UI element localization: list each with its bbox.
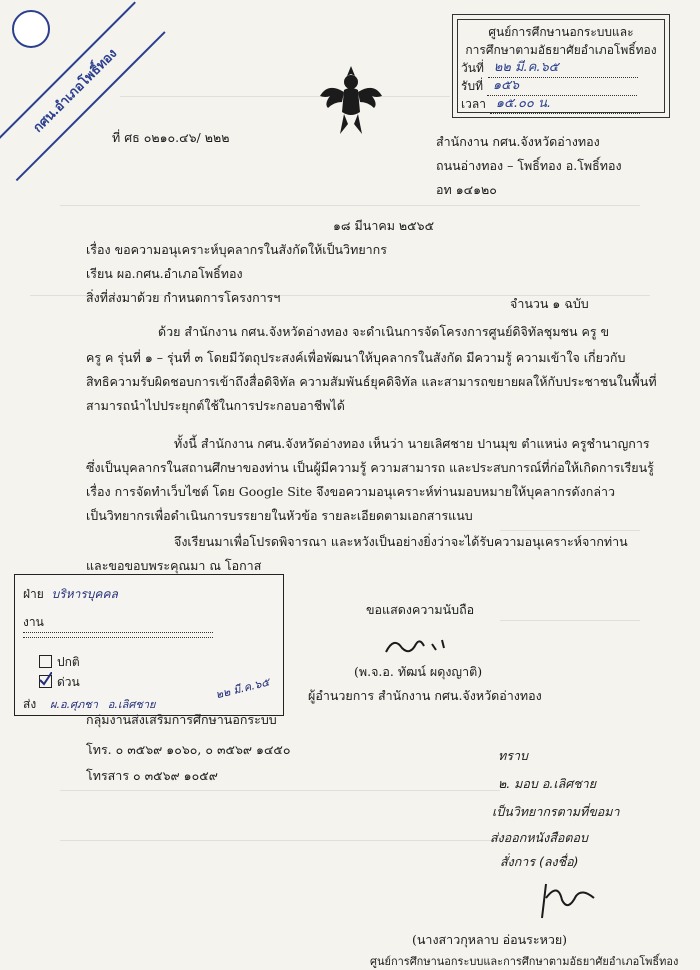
letter-date: ๑๘ มีนาคม ๒๕๖๕: [333, 218, 435, 233]
work-label: งาน: [23, 615, 44, 629]
director-signature-icon: [380, 630, 460, 663]
handwritten-note-line-3: เป็นวิทยากรตามที่ขอมา: [492, 804, 620, 819]
receive-time-value: ๑๕.๐๐ น.: [495, 96, 552, 111]
signer-name: (พ.จ.อ. ทัฒน์ ผดุงญาติ): [354, 664, 483, 679]
handwritten-note-line-4: ส่งออกหนังสือตอบ: [490, 830, 588, 845]
office-address-line3: อท ๑๔๑๒๐: [436, 182, 497, 197]
signer-title: ผู้อำนวยการ สำนักงาน กศน.จังหวัดอ่างทอง: [308, 688, 542, 703]
receive-number-label: รับที่: [461, 79, 483, 93]
urgent-checkbox: [39, 675, 52, 688]
contact-unit: กลุ่มงานส่งเสริมการศึกษานอกระบบ: [86, 712, 277, 727]
note-signer-name: (นางสาวกุหลาบ อ่อนระหวย): [412, 932, 568, 947]
send-value-2: อ.เลิศชาย: [107, 698, 156, 711]
corner-stamp-seal-icon: [12, 10, 50, 48]
normal-checkbox: [39, 655, 52, 668]
paragraph-2-line-1: ทั้งนี้ สำนักงาน กศน.จังหวัดอ่างทอง เห็นว่า นายเลิศชาย ปานมุข ตำแหน่ง ครูชำนาญการ: [174, 436, 650, 451]
department-routing-stamp: [14, 574, 284, 716]
enclosure-count: จำนวน ๑ ฉบับ: [510, 296, 589, 311]
letter-enclosure: สิ่งที่ส่งมาด้วย กำหนดการโครงการฯ: [86, 290, 281, 305]
check-mark-icon: [38, 672, 52, 686]
paragraph-1-line-4: สามารถนำไปประยุกต์ใช้ในการประกอบอาชีพได้: [86, 398, 345, 413]
contact-phone: โทร. ๐ ๓๕๖๙ ๑๐๖๐, ๐ ๓๕๖๙ ๑๔๕๐: [86, 742, 291, 757]
send-value: ผ.อ.ศุภชา: [50, 698, 98, 711]
division-value: บริหารบุคคล: [51, 587, 118, 601]
paragraph-2-line-4: เป็นวิทยากรเพื่อดำเนินการบรรยายในหัวข้อ รายละเอียดตามเอกสารแนบ: [86, 508, 473, 523]
receive-number-value: ๑๕๖: [492, 78, 520, 93]
handwritten-note-line-1: ทราบ: [498, 748, 528, 763]
note-signer-title: ศูนย์การศึกษานอกระบบและการศึกษาตามอัธยาศัยอำเภอโพธิ์ทอง: [370, 955, 679, 968]
garuda-emblem-icon: [318, 62, 384, 141]
paragraph-3-line-2: และขอขอบพระคุณมา ณ โอกาส: [86, 558, 262, 573]
urgent-label: ด่วน: [57, 675, 80, 689]
receive-date-value: ๒๒ มี.ค.๖๕: [493, 60, 559, 75]
send-label: ส่ง: [23, 697, 37, 711]
normal-label: ปกติ: [57, 655, 80, 669]
office-address-line2: ถนนอ่างทอง – โพธิ์ทอง อ.โพธิ์ทอง: [436, 158, 622, 173]
send-date: ๒๒ มี.ค.๖๕: [214, 675, 271, 702]
paragraph-1-line-2: ครู ค รุ่นที่ ๑ – รุ่นที่ ๓ โดยมีวัตถุประสงค์เพื่อพัฒนาให้บุคลากรในสังกัด มีความรู้ ความเข้าใจ เกี่ยวกับ: [86, 350, 626, 365]
paragraph-3-line-1: จึงเรียนมาเพื่อโปรดพิจารณา และหวังเป็นอย่างยิ่งว่าจะได้รับความอนุเคราะห์จากท่าน: [174, 534, 628, 549]
receive-date-label: วันที่: [461, 61, 484, 75]
division-label: ฝ่าย: [23, 587, 44, 601]
note-signature-icon: [532, 878, 602, 925]
paragraph-1-line-3: สิทธิความรับผิดชอบการเข้าถึงสื่อดิจิทัล ความสัมพันธ์ยุคดิจิทัล และสามารถขยายผลให้กับประชาชนในพื้นที่: [86, 374, 657, 389]
receive-time-label: เวลา: [461, 97, 486, 111]
office-address-line1: สำนักงาน กศน.จังหวัดอ่างทอง: [436, 134, 600, 149]
letter-recipient: เรียน ผอ.กศน.อำเภอโพธิ์ทอง: [86, 266, 243, 281]
receive-stamp: [452, 14, 670, 118]
paragraph-2-line-2: ซึ่งเป็นบุคลากรในสถานศึกษาของท่าน เป็นผู้มีความรู้ ความสามารถ และประสบการณ์ที่ก่อให้เกิดการเรียนรู้: [86, 460, 654, 475]
contact-fax: โทรสาร ๐ ๓๕๖๙ ๑๐๕๙: [86, 768, 218, 783]
receive-stamp-line1: ศูนย์การศึกษานอกระบบและ: [488, 25, 634, 39]
doc-number: ที่ ศธ ๐๒๑๐.๔๖/ ๒๒๒: [112, 130, 230, 145]
receive-stamp-line2: การศึกษาตามอัธยาศัยอำเภอโพธิ์ทอง: [465, 43, 657, 57]
handwritten-note-line-2: ๒. มอบ อ.เลิศชาย: [498, 776, 597, 791]
closing-text: ขอแสดงความนับถือ: [366, 602, 475, 617]
letter-subject: เรื่อง ขอความอนุเคราะห์บุคลากรในสังกัดให้เป็นวิทยากร: [86, 242, 387, 257]
paragraph-1-line-1: ด้วย สำนักงาน กศน.จังหวัดอ่างทอง จะดำเนินการจัดโครงการศูนย์ดิจิทัลชุมชน ครู ข: [158, 324, 610, 339]
corner-stamp-text: กศน.อำเภอโพธิ์ทอง: [0, 2, 166, 182]
handwritten-note-line-5: สั่งการ (ลงชื่อ): [500, 854, 579, 869]
paragraph-2-line-3: เรื่อง การจัดทำเว็บไซต์ โดย Google Site จึงขอความอนุเคราะห์ท่านมอบหมายให้บุคลากรดังกล่าว: [86, 484, 616, 499]
